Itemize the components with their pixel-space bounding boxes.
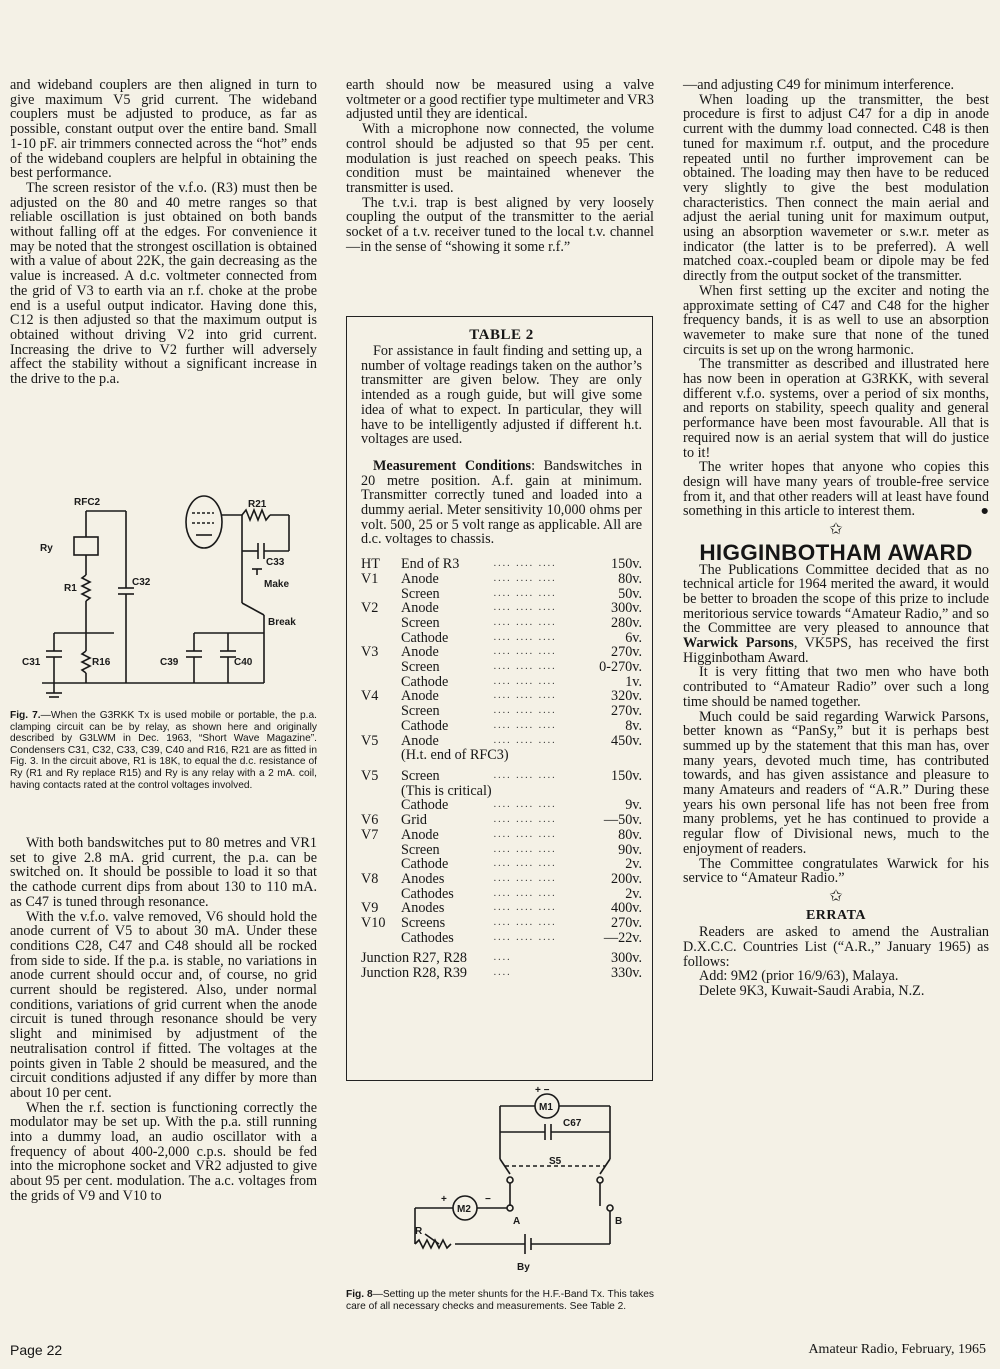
leader-dots: ....: [493, 952, 512, 964]
voltage-cell: 400v.: [611, 900, 642, 917]
voltage-cell: 6v.: [625, 629, 642, 646]
voltage-cell: 9v.: [625, 797, 642, 814]
voltage-cell: 1v.: [625, 673, 642, 690]
table-row: [361, 828, 642, 843]
errata-intro: Readers are asked to amend the Australian D.X.C.C. Countries List (“A.R.,” January 1965) as follows:: [683, 924, 989, 970]
minus-m2: −: [485, 1194, 491, 1205]
electrode-cell: Screen: [401, 703, 440, 720]
table-row: [361, 616, 642, 631]
leader-dots: .... .... ....: [493, 887, 557, 899]
valve-cell: V4: [361, 688, 379, 705]
award-paragraph: It is very fitting that two men who have both contributed to “Amateur Radio” over such a long time should be named together.: [683, 664, 989, 710]
leader-dots: .... .... ....: [493, 843, 557, 855]
label-c31: C31: [22, 657, 41, 668]
valve-cell: [361, 675, 401, 690]
column-1: [10, 78, 317, 387]
star-icon: ✩: [829, 887, 843, 905]
page-number: Page 22: [10, 1342, 63, 1358]
electrode-cell: Screen: [401, 767, 440, 784]
closing-text: The writer hopes that anyone who copies this design will have many years of trouble-free service from it, and that other readers will at least have found something in this article to interest them.: [683, 459, 989, 520]
leader-dots: .... .... ....: [493, 814, 557, 826]
table-row: [361, 704, 642, 719]
electrode-cell: Cathode: [401, 856, 449, 873]
valve-cell: [361, 931, 401, 946]
valve-cell: [361, 857, 401, 872]
leader-dots: .... .... ....: [493, 675, 557, 687]
award-text: The Publications Committee decided that as no technical article for 1964 merited the award, it would be better to broaden the scope of this prize to include meritorious service towards “Amateur Radio,” and so the Committee are very pleased to announce that: [683, 561, 989, 637]
body-paragraph: and wideband couplers are then aligned in turn to give maximum V5 grid current. The wideband couplers must be adjusted to produce, as far as possible, constant output over the entire band. Small 1-10 pF. air trimmers connected across the “hot” ends of the wideband couplers are helpful in obtaining the best performance.: [10, 77, 317, 182]
voltage-cell: 300v.: [611, 950, 642, 967]
plus-minus-m1: + −: [535, 1085, 550, 1096]
label-b: B: [615, 1216, 623, 1227]
electrode-cell: Screens: [401, 915, 446, 932]
valve-cell: V5: [361, 767, 379, 784]
end-mark-icon: ●: [980, 503, 989, 520]
valve-cell: [361, 631, 401, 646]
fig7-caption-text: —When the G3RKK Tx is used mobile or portable, the p.a. clamping circuit can be by relay, as shown here and originally described by G3LWM in Dec. 1963, “Short Wave Magazine”. Condensers C31, C32, C33, C39, C40 and R16, R21 are as fitted in Fig. 3. In the circuit above, R1 is 18K, to equal the d.c. resistance of Ry (R1 and Ry replace R15) and Ry is any relay with a 2 mA. coil, having contacts rated at the control voltages involved.: [10, 710, 317, 791]
table-row: [361, 843, 642, 858]
voltage-cell: 0-270v.: [599, 659, 642, 676]
valve-cell: [361, 587, 401, 602]
label-r1: R1: [64, 583, 77, 594]
table-note-row: [361, 784, 642, 799]
leader-dots: .... .... ....: [493, 858, 557, 870]
electrode-cell: Anode: [401, 732, 439, 749]
electrode-cell: Anodes: [401, 900, 445, 917]
table-conditions: [361, 459, 642, 547]
valve-cell: V5: [361, 732, 379, 749]
leader-dots: .... .... ....: [493, 602, 557, 614]
valve-cell: [361, 660, 401, 675]
body-paragraph: earth should now be measured using a valve voltmeter or a good rectifier type multimeter and VR3 adjusted until they are identical.: [346, 77, 654, 123]
valve-cell: V1: [361, 570, 379, 587]
electrode-cell: Screen: [401, 614, 440, 631]
label-a: A: [513, 1216, 521, 1227]
column-2: [346, 78, 654, 254]
leader-dots: .... .... ....: [493, 799, 557, 811]
table-title: TABLE 2: [469, 327, 534, 343]
electrode-cell: Anode: [401, 826, 439, 843]
leader-dots: .... .... ....: [493, 719, 557, 731]
conditions-label: Measurement Conditions: [373, 457, 532, 474]
body-paragraph: When first setting up the exciter and noting the approximate setting of C47 and C48 for the higher frequency bands, it is as well to use an absorption wavemeter to make sure that none of the tuned circuits is set up on the wrong harmonic.: [683, 282, 989, 358]
leader-dots: .... .... ....: [493, 572, 557, 584]
leader-dots: .... .... ....: [493, 902, 557, 914]
table-row: [361, 763, 642, 784]
table-row: [361, 901, 642, 916]
voltage-cell: 90v.: [618, 841, 642, 858]
label-m1: M1: [539, 1102, 553, 1113]
award-heading: HIGGINBOTHAM AWARD: [699, 539, 973, 565]
voltage-cell: 8v.: [625, 717, 642, 734]
table-note: (This is critical): [401, 782, 492, 799]
voltage-cell: —50v.: [603, 812, 642, 829]
leader-dots: .... .... ....: [493, 917, 557, 929]
table-row: [361, 916, 642, 931]
leader-dots: .... .... ....: [493, 631, 557, 643]
valve-v9: V9: [361, 900, 379, 917]
publication-line: Amateur Radio, February, 1965: [808, 1342, 986, 1357]
award-paragraph: Much could be said regarding Warwick Parsons, better known as “PanSy,” but it is perhaps best summed up by the statement that this man has, over many years, devoted much time, has contributed towards, and has given assistance and pleasure to many Amateurs and readers of “A.R.” During these years his own personal life has not been free from many problems, yet he has continued to provide a regular flow of Divisional news, much to the enjoyment of readers.: [683, 708, 989, 857]
valve-cell: [361, 887, 401, 902]
table-row: [361, 645, 642, 660]
body-paragraph: —and adjusting C49 for minimum interference.: [683, 77, 955, 93]
electrode-cell: Anode: [401, 570, 439, 587]
table-row: [361, 587, 642, 602]
column-3: [683, 78, 989, 999]
table-row: [361, 689, 642, 704]
leader-dots: ....: [493, 967, 512, 979]
voltage-cell: 80v.: [618, 570, 642, 587]
electrode-cell: Anode: [401, 644, 439, 661]
electrode-cell: Cathode: [401, 797, 449, 814]
body-paragraph: With a microphone now connected, the volume control should be adjusted so that 95 per cent. modulation is just reached on speech peaks. This condition must be maintained whenever the transmitter is used.: [346, 121, 654, 196]
junction-cell: Junction R27, R28: [361, 950, 468, 967]
table-row: [361, 798, 642, 813]
table-note: (H.t. end of RFC3): [401, 747, 509, 764]
column-1-continued: [10, 836, 317, 1204]
valve-cell: V8: [361, 870, 379, 887]
electrode-cell: Anode: [401, 688, 439, 705]
table-row: [361, 557, 642, 572]
voltage-cell: 450v.: [611, 732, 642, 749]
leader-dots: .... .... ....: [493, 828, 557, 840]
body-paragraph: With both bandswitches put to 80 metres and VR1 set to give 2.8 mA. grid current, the p.a. can be switched on. It should be possible to load it so that the cathode current dips from about 130 to 110 mA. as C47 is tuned through resonance.: [10, 835, 317, 910]
award-text: , VK5PS, has received the first Higginbotham Award.: [683, 635, 989, 666]
leader-dots: .... .... ....: [493, 661, 557, 673]
electrode-cell: Anodes: [401, 870, 445, 887]
junction-cell: Junction R28, R39: [361, 965, 468, 982]
fig8-caption-lead: Fig. 8: [346, 1289, 373, 1300]
fig8-schematic: [405, 1084, 655, 1294]
voltage-cell: 50v.: [618, 585, 642, 602]
voltage-cell: 270v.: [611, 644, 642, 661]
leader-dots: .... .... ....: [493, 931, 557, 943]
valve-cell: V6: [361, 812, 379, 829]
electrode-cell: Cathode: [401, 673, 449, 690]
valve-cell: [361, 843, 401, 858]
voltage-cell: 150v.: [611, 556, 642, 573]
valve-cell: HT: [361, 556, 380, 573]
fig8-caption: [346, 1289, 654, 1312]
errata-item: Delete 9K3, Kuwait-Saudi Arabia, N.Z.: [699, 983, 925, 1000]
table-row: [361, 931, 642, 946]
valve-cell: [361, 916, 401, 931]
voltage-cell: 270v.: [611, 703, 642, 720]
award-paragraph: [683, 563, 989, 666]
voltage-cell: 80v.: [618, 826, 642, 843]
body-paragraph: The transmitter as described and illustrated here has now been in operation at G3RKK, with several different v.f.o. systems, over a period of six months, and reports on stability, speech quality and general performance have been most favourable. All that is required now is an aerial system that will do justice to it!: [683, 356, 989, 461]
fig7-schematic: [14, 493, 314, 703]
label-r21: R21: [248, 499, 267, 510]
label-break: Break: [268, 617, 296, 628]
table-row: [361, 734, 642, 749]
leader-dots: .... .... ....: [493, 734, 557, 746]
fig8-caption-text: —Setting up the meter shunts for the H.F.-Band Tx. This takes care of all necessary checks and measurements. See Table 2.: [346, 1289, 654, 1312]
valve-cell: V7: [361, 826, 379, 843]
award-paragraph: The Committee congratulates Warwick for his service to “Amateur Radio.”: [683, 855, 989, 887]
leader-dots: .... .... ....: [493, 872, 557, 884]
label-ry: Ry: [40, 543, 53, 554]
label-m2: M2: [457, 1204, 471, 1215]
table-row: [361, 675, 642, 690]
leader-dots: .... .... ....: [493, 705, 557, 717]
label-c39: C39: [160, 657, 179, 668]
table-intro: For assistance in fault finding and setting up, a number of voltage readings taken on the author’s transmitter are given below. They are only intended as a rough guide, but will give some idea of what to expect. In particular, they will have to be intelligently adjusted if different h.t. voltages are used.: [361, 343, 642, 448]
conditions-text: : Bandswitches in 20 metre position. A.f. gain at minimum. Transmitter correctly tuned and loaded into a dummy aerial. Meter sensitivity 10,000 ohms per volt. 500, 25 or 5 volt range as applicable. All are d.c. voltages to chassis.: [361, 457, 642, 548]
table-row: [361, 945, 642, 966]
electrode-cell: Screen: [401, 841, 440, 858]
label-by: By: [517, 1262, 530, 1273]
voltage-cell: —22v.: [603, 929, 642, 946]
table-row: [361, 887, 642, 902]
label-c67: C67: [563, 1118, 582, 1129]
valve-cell: V3: [361, 644, 379, 661]
electrode-cell: Cathodes: [401, 929, 454, 946]
leader-dots: .... .... ....: [493, 616, 557, 628]
voltage-cell: 300v.: [611, 600, 642, 617]
voltage-table: [361, 557, 642, 981]
valve-cell: [361, 616, 401, 631]
label-r: R: [415, 1226, 423, 1237]
voltage-cell: 2v.: [625, 885, 642, 902]
label-s5: S5: [549, 1156, 562, 1167]
star-icon: ✩: [829, 521, 843, 539]
leader-dots: .... .... ....: [493, 646, 557, 658]
label-c33: C33: [266, 557, 285, 568]
electrode-cell: Cathode: [401, 629, 449, 646]
table-note-row: [361, 748, 642, 763]
voltage-cell: 2v.: [625, 856, 642, 873]
electrode-cell: Screen: [401, 659, 440, 676]
leader-dots: .... .... ....: [493, 690, 557, 702]
table-row: [361, 813, 642, 828]
voltage-cell: 280v.: [611, 614, 642, 631]
voltage-cell: 200v.: [611, 870, 642, 887]
award-recipient: Warwick Parsons: [683, 635, 794, 652]
electrode-cell: Cathodes: [401, 885, 454, 902]
label-r16: R16: [92, 657, 111, 668]
table-row: [361, 631, 642, 646]
voltage-cell: 330v.: [611, 965, 642, 982]
electrode-cell: Cathode: [401, 717, 449, 734]
fig7-caption: [10, 710, 317, 791]
electrode-cell: End of R3: [401, 556, 460, 573]
table-row: [361, 601, 642, 616]
table-row: [361, 857, 642, 872]
electrode-cell: Grid: [401, 812, 428, 829]
voltage-cell: 270v.: [611, 915, 642, 932]
errata-heading: ERRATA: [805, 907, 867, 923]
table-row: [361, 966, 642, 981]
valve-cell: [361, 901, 401, 916]
body-paragraph: [683, 460, 989, 519]
fig7-caption-lead: Fig. 7.: [10, 710, 41, 721]
label-rfc2: RFC2: [74, 497, 101, 508]
valve-cell: [361, 798, 401, 813]
label-make: Make: [264, 579, 290, 590]
valve-cell: V2: [361, 600, 379, 617]
table-2: [346, 316, 653, 1081]
leader-dots: .... .... ....: [493, 558, 557, 570]
body-paragraph: When the r.f. section is functioning correctly the modulator may be set up. With the p.a. still running into a dummy load, an audio oscillator with a frequency of about 400-2,000 c.p.s. should be fed into the microphone socket and VR2 adjusted to give about 95 per cent. modulation. The a.c. voltages from the grids of V9 and V10 to: [10, 1099, 317, 1204]
table-row: [361, 872, 642, 887]
errata-item: Add: 9M2 (prior 16/9/63), Malaya.: [699, 968, 899, 985]
table-intro-block: [361, 344, 642, 547]
body-paragraph: The t.v.i. trap is best aligned by very loosely coupling the output of the transmitter to the aerial socket of a t.v. receiver tuned to the local t.v. channel —in the sense of “showing it some r.f.”: [346, 194, 654, 255]
table-row: [361, 572, 642, 587]
valve-cell: [361, 704, 401, 719]
body-paragraph: The screen resistor of the v.f.o. (R3) must then be adjusted on the 80 and 40 metre ranges so that reliable oscillation is just obtained on both bands without falling off at the edges. For convenience it may be noted that the strongest oscillation is obtained with a value of about 22K, the gain decreasing as the value is increased. A d.c. voltmeter connected from the grid of V3 to earth via an r.f. choke at the probe end is a useful output indicator. Having done this, C12 is then adjusted so that the maximum output is obtained without driving V2 into grid current. Increasing the drive to V2 further will adversely affect the stability without a significant increase in the drive to the p.a.: [10, 179, 317, 388]
valve-v10: V10: [361, 915, 386, 932]
electrode-cell: Screen: [401, 585, 440, 602]
leader-dots: .... .... ....: [493, 587, 557, 599]
table-row: [361, 719, 642, 734]
electrode-cell: Anode: [401, 600, 439, 617]
table-row: [361, 660, 642, 675]
voltage-cell: 320v.: [611, 688, 642, 705]
plus-m2: +: [441, 1194, 447, 1205]
valve-cell: [361, 719, 401, 734]
body-paragraph: When loading up the transmitter, the best procedure is first to adjust C47 for a dip in anode current with the dummy load connected. C48 is then tuned for maximum r.f. output, and the procedure repeated until no further improvement can be obtained. The loading may then have to be reduced very slightly to give the best modulation characteristics. Then connect the main aerial and adjust the aerial tuning unit for maximum output, using an absorption wavemeter or s.w.r. meter as indicator (the latter is to be preferred). A well matched coax.-coupled beam or dipole may be fed directly from the output socket of the transmitter.: [683, 91, 989, 285]
label-c32: C32: [132, 577, 151, 588]
voltage-cell: 150v.: [611, 767, 642, 784]
label-c40: C40: [234, 657, 253, 668]
body-paragraph: With the v.f.o. valve removed, V6 should hold the anode current of V5 to about 30 mA. Under these conditions C28, C47 and C48 should all be rocked from side to side. If the p.a. is stable, no variations in anode current should occur and, of course, no grid current should be registered. Also, under normal conditions, variations of grid current when the anode circuit is tuned through resonance should be very slight and minimised by adjustment of the neutralisation control if fitted. The voltages at the points given in Table 2 should be measured, and the circuit conditions adjusted if any differ by more than about 10 per cent.: [10, 908, 317, 1101]
leader-dots: .... .... ....: [493, 769, 557, 781]
